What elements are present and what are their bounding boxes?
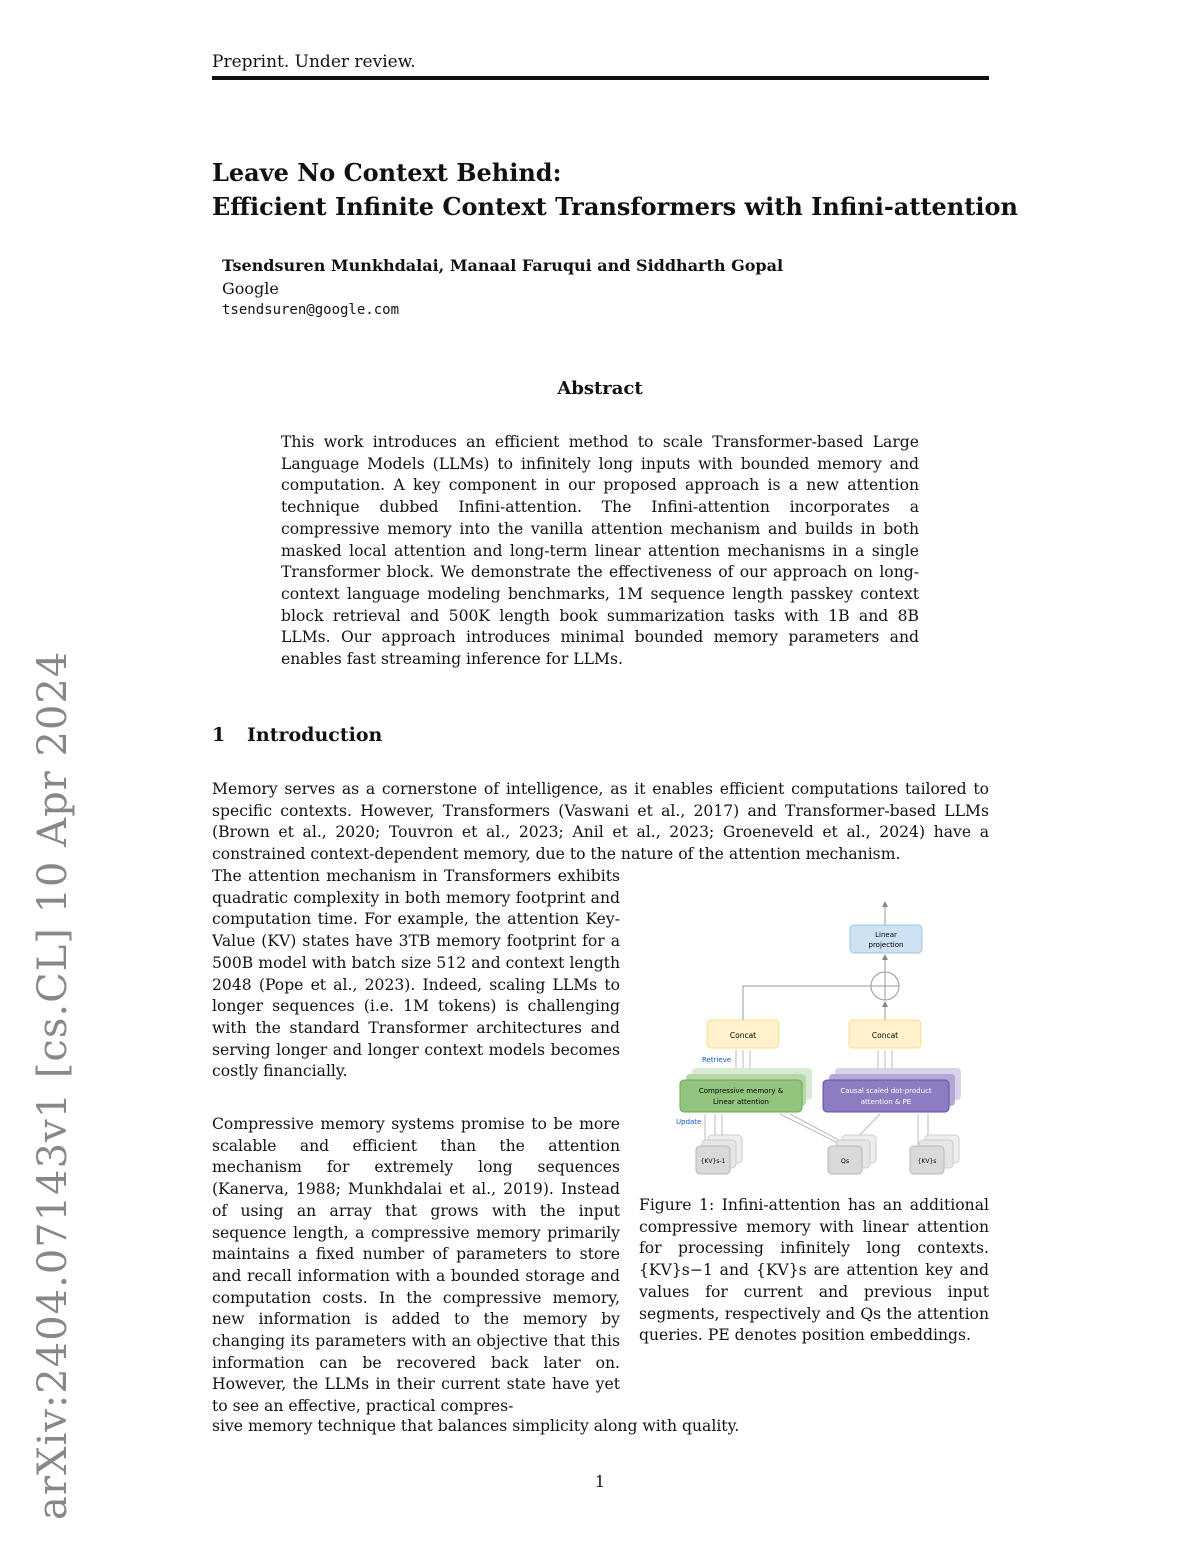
figure-caption: Figure 1: Infini-attention has an additional compressive memory with linear attention for processing infinitely long contexts. {KV}s−1 and {KV}s are attention key and values for current and previous input segments, respectively and Qs the attention queries. PE denotes position embeddings.: [639, 1196, 989, 1345]
concat-left-label: Concat: [729, 1031, 757, 1040]
memory-label-2: Linear attention: [713, 1098, 769, 1106]
header-rule: [212, 76, 989, 80]
abstract-heading: Abstract: [557, 378, 643, 399]
figure-1-diagram: [660, 890, 980, 1190]
intro-paragraph-1-continued: The attention mechanism in Transformers exhibits quadratic complexity in both memory footprint and computation time. For example, the attention Key-Value (KV) states have 3TB memory footprint for a 500B model with batch size 512 and context length 2048 (Pope et al., 2023). Indeed, scaling LLMs to longer sequences (i.e. 1M tokens) is challenging with the standard Transformer architectures and serving longer and longer context models becomes costly financially.: [212, 867, 620, 1081]
attention-box: [823, 1080, 949, 1112]
concat-right-label: Concat: [871, 1031, 899, 1040]
running-header: Preprint. Under review.: [212, 52, 416, 72]
paper-title: [212, 156, 1018, 224]
query-label: Qs: [840, 1157, 850, 1165]
attention-label-2: attention & PE: [860, 1098, 912, 1106]
author-email: tsendsuren@google.com: [222, 302, 400, 318]
section-heading-introduction: [212, 724, 382, 746]
arxiv-identifier: arXiv:2404.07143v1 [cs.CL] 10 Apr 2024: [30, 650, 76, 1520]
linear-projection-label-2: projection: [868, 941, 904, 949]
attention-label-1: Causal scaled dot-product: [840, 1087, 932, 1095]
memory-label-1: Compressive memory &: [698, 1087, 784, 1095]
linear-projection-label-1: Linear: [875, 931, 897, 939]
retrieve-label: Retrieve: [702, 1056, 732, 1064]
kv-curr-label: {KV}s: [917, 1158, 937, 1165]
update-label: Update: [676, 1118, 702, 1126]
title-line-2: Efficient Infinite Context Transformers with Infini-attention: [212, 192, 1018, 221]
section-title: Introduction: [247, 724, 383, 746]
section-number: 1: [212, 724, 226, 746]
kv-prev-label: {KV}s-1: [700, 1158, 726, 1165]
intro-paragraph-2-tail: sive memory technique that balances simplicity along with quality.: [212, 1417, 740, 1435]
title-line-1: Leave No Context Behind:: [212, 158, 562, 187]
intro-paragraph-1: Memory serves as a cornerstone of intelligence, as it enables efficient computations tailored to specific contexts. However, Transformers (Vaswani et al., 2017) and Transformer-based LLMs (Brown et al., 2020; Touvron et al., 2023; Anil et al., 2023; Groeneveld et al., 2024) have a constrained context-dependent memory, due to the nature of the attention mechanism.: [212, 780, 989, 864]
compressive-memory-box: [680, 1080, 802, 1112]
affiliation: Google: [222, 279, 279, 298]
abstract-body: This work introduces an efficient method to scale Transformer-based Large Language Models (LLMs) to infinitely long inputs with bounded memory and computation. A key component in our proposed approach is a new attention technique dubbed Infini-attention. The Infini-attention incorporates a compressive memory into the vanilla attention mechanism and builds in both masked local attention and long-term linear attention mechanisms in a single Transformer block. We demonstrate the effectiveness of our approach on long-context language modeling benchmarks, 1M sequence length passkey context block retrieval and 500K length book summarization tasks with 1B and 8B LLMs. Our approach introduces minimal bounded memory parameters and enables fast streaming inference for LLMs.: [281, 433, 919, 669]
page-number: 1: [594, 1472, 606, 1491]
intro-paragraph-2: Compressive memory systems promise to be more scalable and efficient than the attention mechanism for extremely long sequences (Kanerva, 1988; Munkhdalai et al., 2019). Instead of using an array that grows with the input sequence length, a compressive memory primarily maintains a fixed number of parameters to store and recall information with a bounded storage and computation costs. In the compressive memory, new information is added to the memory by changing its parameters with an objective that this information can be recovered back later on. However, the LLMs in their current state have yet to see an effective, practical compres-: [212, 1115, 620, 1416]
authors: Tsendsuren Munkhdalai, Manaal Faruqui and Siddharth Gopal: [222, 256, 784, 275]
